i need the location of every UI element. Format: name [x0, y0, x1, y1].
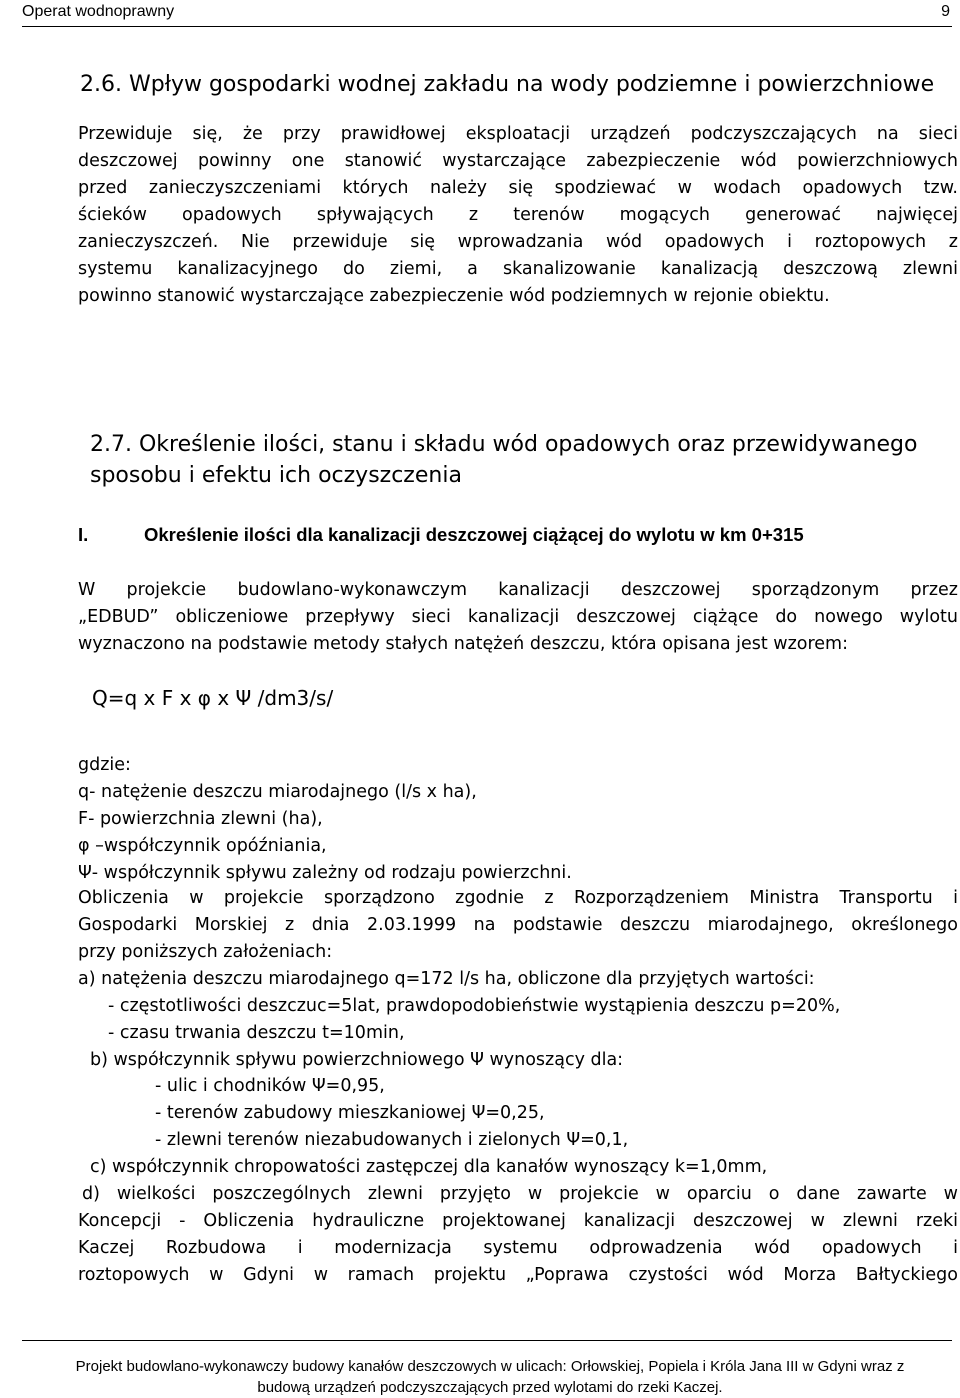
section-2-6-heading: 2.6. Wpływ gospodarki wodnej zakładu na wody podziemne i powierzchniowe [80, 72, 935, 97]
footer-line-1: Projekt budowlano-wykonawczy budowy kanałów deszczowych w ulicach: Orłowskiej, Popiela i Króla Jana III w Gdyni wraz z [75, 1358, 905, 1375]
definition-item: q- natężenie deszczu miarodajnego (l/s x ha), [78, 782, 477, 802]
definitions-label: gdzie: [78, 755, 131, 775]
paragraph-line: zanieczyszczeń. Nie przewiduje się wprowadzania wód opadowych i roztopowych z [78, 232, 958, 252]
subsection-number: I. [78, 524, 89, 545]
assumption-b: b) współczynnik spływu powierzchniowego Ψ wynoszący dla: [90, 1050, 624, 1070]
assumption-d-line: Kaczej Rozbudowa i modernizacja systemu odprowadzenia wód opadowych i [78, 1238, 958, 1258]
assumption-b-item: - terenów zabudowy mieszkaniowej Ψ=0,25, [155, 1103, 545, 1123]
page-number: 9 [941, 3, 950, 20]
paragraph-line: systemu kanalizacyjnego do ziemi, a skanalizowanie kanalizacją deszczową zlewni [78, 259, 958, 279]
assumption-a-item: - częstotliwości deszczuc=5lat, prawdopodobieństwie wystąpienia deszczu p=20%, [108, 996, 841, 1016]
definition-item: φ –współczynnik opóźniania, [78, 836, 327, 856]
paragraph-line: Obliczenia w projekcie sporządzono zgodnie z Rozporządzeniem Ministra Transportu i [78, 888, 958, 908]
page-header [22, 2, 952, 27]
paragraph-line: wyznaczono na podstawie metody stałych natężeń deszczu, która opisana jest wzorem: [78, 634, 848, 654]
definition-item: F- powierzchnia zlewni (ha), [78, 809, 323, 829]
assumption-b-item: - ulic i chodników Ψ=0,95, [155, 1076, 385, 1096]
assumption-a-item: - czasu trwania deszczu t=10min, [108, 1023, 405, 1043]
assumption-d-line: roztopowych w Gdyni w ramach projektu „Poprawa czystości wód Morza Bałtyckiego [78, 1265, 958, 1285]
document-title: Operat wodnoprawny [22, 3, 175, 20]
paragraph-line: przy poniższych założeniach: [78, 942, 333, 962]
page-footer [22, 1340, 952, 1396]
paragraph-line: Przewiduje się, że przy prawidłowej eksploatacji urządzeń podczyszczających na sieci [78, 124, 958, 144]
assumption-d: d) wielkości poszczególnych zlewni przyjęto w projekcie w oparciu o dane zawarte w [82, 1184, 958, 1204]
assumption-c: c) współczynnik chropowatości zastępczej dla kanałów wynoszący k=1,0mm, [90, 1157, 768, 1177]
footer-line-2: budową urządzeń podczyszczających przed wylotami do rzeki Kaczej. [257, 1379, 723, 1396]
formula: Q=q x F x φ x Ψ /dm3/s/ [92, 686, 334, 710]
paragraph-line: deszczowej powinny one stanowić wystarczające zabezpieczenie wód powierzchniowych [78, 151, 958, 171]
section-2-7-heading: 2.7. Określenie ilości, stanu i składu wód opadowych oraz przewidywanego [90, 432, 918, 457]
paragraph-line: „EDBUD” obliczeniowe przepływy sieci kanalizacji deszczowej ciążące do nowego wylotu [78, 607, 958, 627]
subsection-title: Określenie ilości dla kanalizacji deszczowej ciążącej do wylotu w km 0+315 [144, 524, 804, 545]
assumption-d-line: Koncepcji - Obliczenia hydrauliczne projektowanej kanalizacji deszczowej w zlewni rzeki [78, 1211, 958, 1231]
paragraph-line: powinno stanowić wystarczające zabezpieczenie wód podziemnych w rejonie obiektu. [78, 286, 830, 306]
paragraph-line: ścieków opadowych spływających z terenów mogących generować najwięcej [78, 205, 958, 225]
paragraph-line: Gospodarki Morskiej z dnia 2.03.1999 na podstawie deszczu miarodajnego, określonego [78, 915, 958, 935]
footer-text [22, 1356, 958, 1398]
paragraph-line: W projekcie budowlano-wykonawczym kanalizacji deszczowej sporządzonym przez [78, 580, 958, 600]
paragraph-line: przed zanieczyszczeniami których należy się spodziewać w wodach opadowych tzw. [78, 178, 958, 198]
assumption-b-item: - zlewni terenów niezabudowanych i zielonych Ψ=0,1, [155, 1130, 629, 1150]
subsection-heading [78, 524, 804, 546]
section-2-7-heading-cont: sposobu i efektu ich oczyszczenia [90, 463, 462, 488]
definition-item: Ψ- współczynnik spływu zależny od rodzaju powierzchni. [78, 863, 572, 883]
assumption-a: a) natężenia deszczu miarodajnego q=172 l/s ha, obliczone dla przyjętych wartości: [78, 969, 815, 989]
